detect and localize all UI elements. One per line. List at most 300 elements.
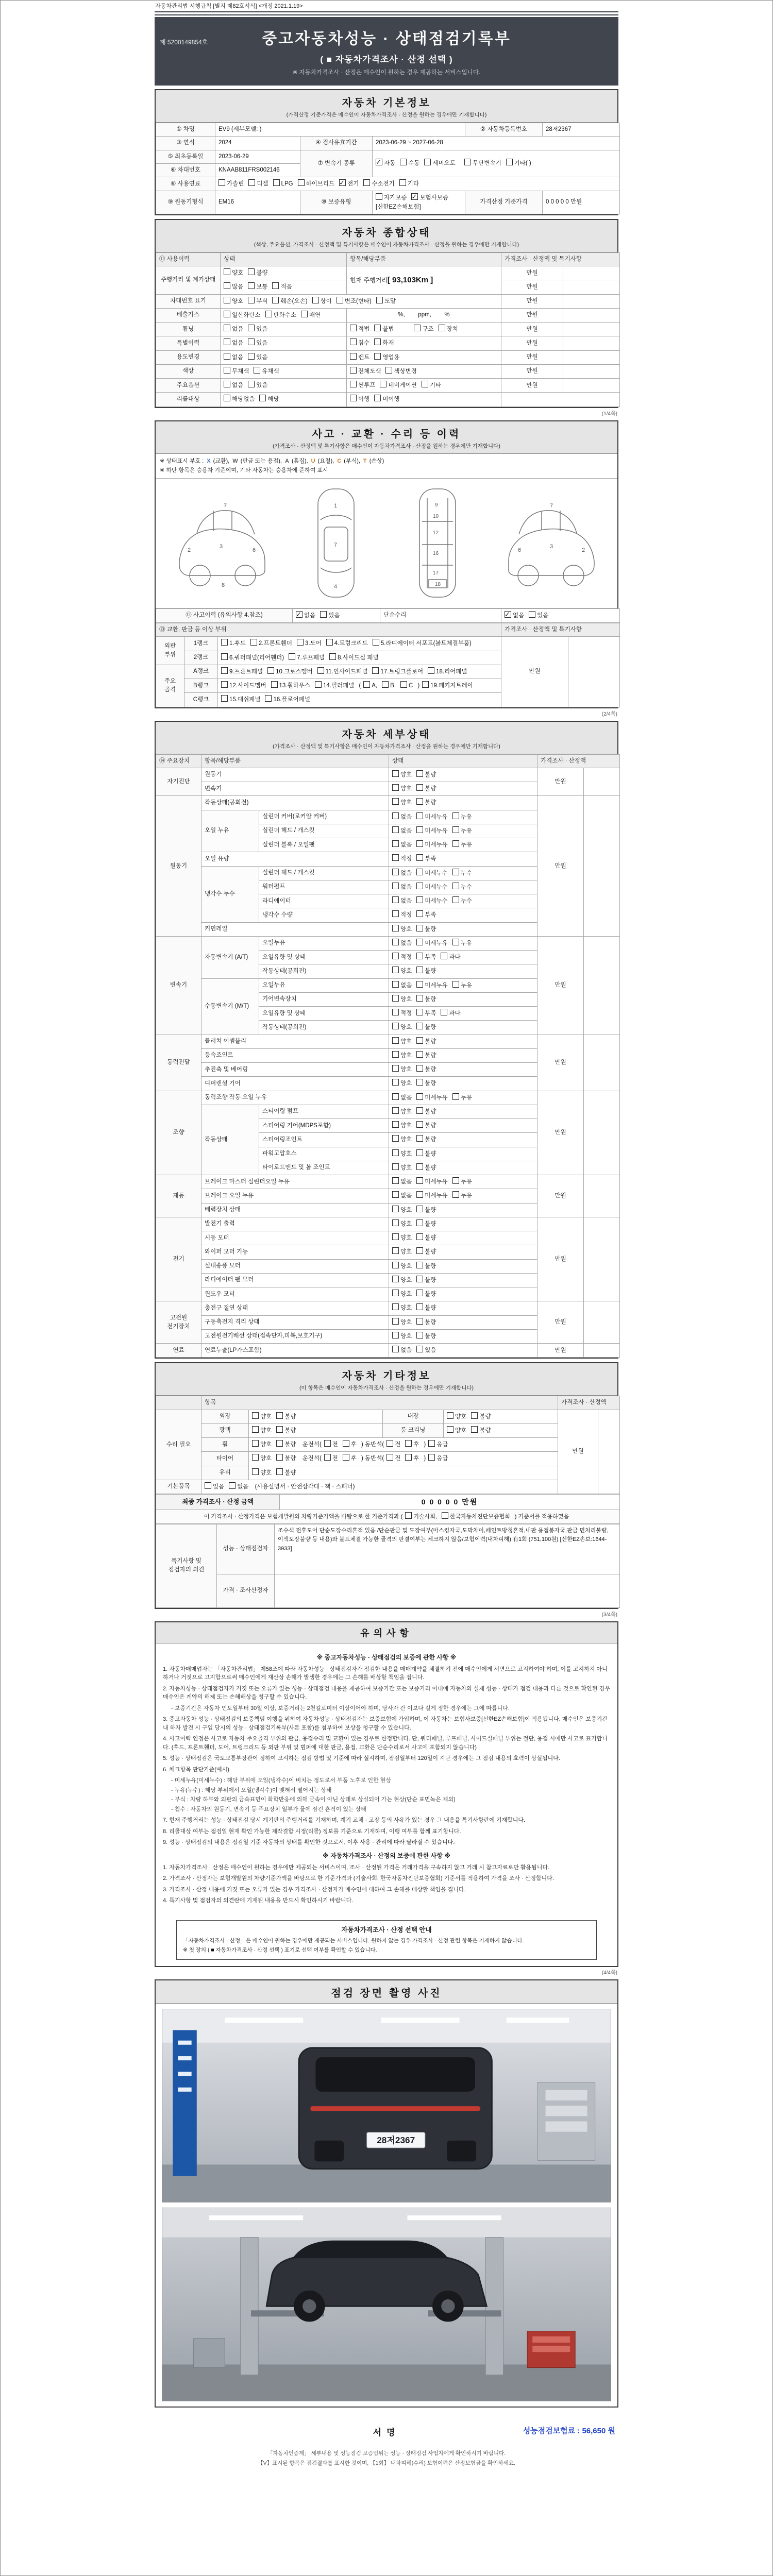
checkbox-불량[interactable]: [416, 1318, 436, 1327]
checkbox-부족[interactable]: [416, 1009, 436, 1018]
checkbox-미세누유[interactable]: [416, 840, 447, 850]
checkbox-양호[interactable]: [392, 1135, 412, 1144]
checkbox-box-icon: [392, 1346, 399, 1352]
table-row: [156, 1091, 620, 1105]
checkbox-미세누유[interactable]: [416, 939, 447, 948]
checkbox-불법[interactable]: [374, 325, 394, 334]
checkbox-영업용[interactable]: [374, 353, 399, 362]
checkbox-렌트[interactable]: [350, 353, 369, 362]
checkbox-불량[interactable]: [416, 1219, 436, 1229]
checkbox-있음[interactable]: [248, 381, 267, 390]
checkbox-label: 12.사이드멤버: [229, 683, 266, 689]
checkbox-box-icon: [350, 367, 357, 374]
checkbox-양호[interactable]: [252, 1454, 272, 1463]
section-basic-info: [155, 89, 618, 215]
checkbox-불량[interactable]: [416, 1290, 436, 1299]
checkbox-양호[interactable]: [392, 925, 412, 934]
checkbox-box-icon: [452, 883, 459, 889]
checkbox-불량[interactable]: [416, 1303, 436, 1313]
notice-body: [156, 1643, 617, 1914]
checkbox-box-icon: [392, 1332, 399, 1338]
checkbox-있음[interactable]: [248, 325, 267, 334]
checkbox-색상변경[interactable]: [385, 367, 416, 376]
checkbox-양호[interactable]: [252, 1468, 272, 1478]
checkbox-label: 무채색: [232, 368, 249, 375]
checkbox-누수[interactable]: [452, 869, 472, 878]
notice-item: 7. 현재 주행거리는 성능 · 상태점검 당시 계기판의 주행거리를 기재하며, 계기 교체 · 고장 등의 사유가 있는 경우 그 내용을 특기사항란에 기재합니다.: [163, 1817, 526, 1824]
checkbox-없음[interactable]: [392, 1346, 412, 1355]
checkbox-불량[interactable]: [471, 1426, 491, 1435]
checkbox-양호[interactable]: [392, 1079, 412, 1088]
checkbox-미세누수[interactable]: [416, 896, 447, 906]
inline-text: ): [424, 1442, 426, 1448]
checkbox-box-icon: [392, 1107, 399, 1114]
checkbox-불량[interactable]: [248, 268, 267, 278]
notice-item: 2. 가격조사 · 산정자는 보험개발원의 차량기준가액을 바탕으로 한 기준가격과 (기술사회, 한국자동차진단보증협회) 기준서를 적용하여 가격을 조사 · 산정합니다.: [163, 1875, 554, 1882]
cell: 주요 골격: [156, 665, 184, 707]
checkbox-후[interactable]: [343, 1440, 357, 1449]
checkbox-없음[interactable]: [296, 611, 315, 620]
checkbox-불량[interactable]: [416, 1276, 436, 1285]
checkbox-불량[interactable]: [276, 1468, 296, 1478]
checkbox-A,[interactable]: [363, 681, 377, 690]
checkbox-label: 없음: [400, 842, 412, 849]
checkbox-양호[interactable]: [252, 1412, 272, 1421]
page-title: 중고자동차성능 · 상태점검기록부: [262, 30, 511, 47]
checkbox-불량[interactable]: [416, 1051, 436, 1060]
checkbox-불량[interactable]: [416, 1079, 436, 1088]
checkbox-box-icon: [416, 1135, 423, 1142]
checkbox-양호[interactable]: [392, 1023, 412, 1032]
checkbox-양호[interactable]: [392, 1290, 412, 1299]
checkbox-보험사보증[interactable]: [411, 193, 448, 202]
checkbox-침수[interactable]: [350, 338, 369, 348]
checkbox-전[interactable]: [324, 1440, 338, 1449]
checkbox-6.쿼터패널(리어휀더)[interactable]: [221, 653, 284, 663]
cell: 실린더 헤드 / 개스킷: [259, 866, 389, 880]
checkbox-부식[interactable]: [248, 297, 267, 306]
checkbox-9.프론트패널[interactable]: [221, 667, 263, 676]
checkbox-8.사이드실-패널[interactable]: [329, 653, 378, 663]
checkbox-양호[interactable]: [392, 798, 412, 807]
checkbox-box-icon: [392, 1009, 399, 1015]
cell: ⑧ 사용연료: [156, 177, 215, 191]
checkbox-box-icon: [392, 854, 399, 861]
checkbox-불량[interactable]: [276, 1412, 296, 1421]
checkbox-box-icon: [471, 1426, 478, 1433]
table-row: [156, 1301, 620, 1315]
checkbox-기술사회,[interactable]: [405, 1512, 437, 1521]
checkbox-불량[interactable]: [416, 1233, 436, 1243]
checkbox-양호[interactable]: [392, 1065, 412, 1074]
checkbox-없음[interactable]: [229, 1482, 248, 1492]
checkbox-7.루프패널[interactable]: [289, 653, 325, 663]
cell: 오일 유량: [201, 852, 389, 866]
checkbox-5.라디에이터-서포트(볼트체결부품)[interactable]: [373, 639, 472, 648]
state-code-U: U: [311, 457, 315, 464]
checkbox-box-icon: [392, 1177, 399, 1184]
checkbox-누유[interactable]: [452, 812, 472, 822]
checkbox-양호[interactable]: [252, 1440, 272, 1449]
checkbox-미세누유[interactable]: [416, 1093, 447, 1103]
checkbox-box-icon: [385, 367, 392, 374]
checkbox-불량[interactable]: [471, 1412, 491, 1421]
checkbox-누유[interactable]: [452, 826, 472, 836]
checkbox-누유[interactable]: [452, 1191, 472, 1200]
detail-state-table: [156, 754, 620, 1358]
checkbox-후[interactable]: [405, 1440, 419, 1449]
checkbox-label: 양호: [455, 1413, 467, 1420]
checkbox-누유[interactable]: [452, 1093, 472, 1103]
guide-box-line1: 「자동차가격조사 · 산정」은 매수인이 원하는 경우에만 제공되는 서비스입니다. 원하지 않는 경우 가격조사 · 산정 관련 항목은 기재하지 않습니다.: [183, 1937, 524, 1944]
checkbox-미세누수[interactable]: [416, 869, 447, 878]
checkbox-누유[interactable]: [452, 1177, 472, 1187]
checkbox-수동[interactable]: [400, 159, 419, 168]
checkbox-전[interactable]: [324, 1454, 338, 1463]
checkbox-기타(-)[interactable]: [506, 159, 531, 168]
checkbox-하이브리드[interactable]: [298, 179, 335, 189]
checkbox-양호[interactable]: [392, 995, 412, 1004]
checkbox-4.트렁크리드[interactable]: [326, 639, 368, 648]
checkbox-응급[interactable]: [428, 1440, 448, 1449]
checkbox-부족[interactable]: [416, 910, 436, 920]
checkbox-불량[interactable]: [416, 995, 436, 1004]
checkbox-미세누유[interactable]: [416, 981, 447, 990]
checkbox-전[interactable]: [386, 1440, 400, 1449]
checkbox-있음[interactable]: [248, 353, 267, 362]
checkbox-18.리어패널[interactable]: [428, 667, 467, 676]
checkbox-C[interactable]: [400, 681, 413, 690]
cell: [218, 651, 501, 665]
checkbox-많음[interactable]: [224, 282, 243, 292]
cell: [389, 964, 537, 978]
checkbox-1.후드[interactable]: [221, 639, 246, 648]
checkbox-양호[interactable]: [392, 1318, 412, 1327]
checkbox-label: 부족: [425, 1010, 436, 1017]
checkbox-미세누유[interactable]: [416, 1177, 447, 1187]
checkbox-14.필러패널[interactable]: [315, 681, 354, 690]
checkbox-탄화수소[interactable]: [265, 311, 296, 320]
checkbox-네비게이션[interactable]: [380, 381, 417, 390]
checkbox-불량[interactable]: [416, 1135, 436, 1144]
checkbox-없음[interactable]: [392, 869, 412, 878]
car-diagrams: [156, 479, 617, 608]
checkbox-자가보증[interactable]: [376, 193, 407, 202]
checkbox-label: 없음: [400, 940, 412, 946]
checkbox-양호[interactable]: [392, 1303, 412, 1313]
checkbox-양호[interactable]: [224, 268, 243, 278]
checkbox-수소전기[interactable]: [363, 179, 394, 189]
checkbox-16.플로어패널[interactable]: [265, 695, 310, 704]
cell: 고전원 전기장치: [156, 1301, 201, 1344]
svg-text:6: 6: [252, 547, 256, 554]
cell: 외판 부위: [156, 637, 184, 665]
checkbox-불량[interactable]: [276, 1426, 296, 1435]
cell: [389, 894, 537, 908]
checkbox-불량[interactable]: [416, 1149, 436, 1159]
checkbox-없음[interactable]: [392, 896, 412, 906]
checkbox-불량[interactable]: [416, 1121, 436, 1130]
checkbox-LPG[interactable]: [273, 179, 293, 189]
checkbox-box-icon: [400, 159, 407, 165]
checkbox-불량[interactable]: [276, 1440, 296, 1449]
checkbox-적정[interactable]: [392, 854, 412, 863]
cell: KNAAB811FRS002146: [215, 163, 300, 177]
checkbox-적정[interactable]: [392, 953, 412, 962]
checkbox-있음[interactable]: [248, 338, 267, 348]
checkbox-있음[interactable]: [205, 1482, 224, 1492]
checkbox-양호[interactable]: [392, 967, 412, 976]
checkbox-box-icon: [386, 1440, 393, 1447]
checkbox-불량[interactable]: [416, 1107, 436, 1116]
checkbox-19.패키지트레이[interactable]: [422, 681, 473, 690]
checkbox-자동[interactable]: [376, 159, 395, 168]
checkbox-없음[interactable]: [392, 1093, 412, 1103]
checkbox-유채색[interactable]: [254, 367, 279, 376]
checkbox-누유[interactable]: [452, 981, 472, 990]
checkbox-box-icon: [392, 925, 399, 931]
checkbox-label: 전: [332, 1455, 338, 1462]
checkbox-양호[interactable]: [392, 1121, 412, 1130]
checkbox-12.사이드멤버[interactable]: [221, 681, 266, 690]
checkbox-label: 부족: [425, 954, 436, 961]
checkbox-없음[interactable]: [392, 1191, 412, 1200]
checkbox-썬루프[interactable]: [350, 381, 375, 390]
checkbox-label: 누유: [460, 1094, 472, 1101]
checkbox-13.휠하우스[interactable]: [271, 681, 310, 690]
checkbox-불량[interactable]: [416, 1206, 436, 1215]
checkbox-미세누유[interactable]: [416, 826, 447, 836]
checkbox-box-icon: [416, 798, 423, 805]
checkbox-label: 미세누유: [425, 1094, 448, 1101]
cell: [347, 379, 501, 393]
checkbox-label: 양호: [400, 1235, 412, 1242]
checkbox-17.트렁크플로어[interactable]: [372, 667, 423, 676]
checkbox-없음[interactable]: [392, 826, 412, 836]
checkbox-label: 누유: [460, 940, 472, 946]
checkbox-과다[interactable]: [441, 953, 460, 962]
cell: 수동변속기 (M/T): [201, 978, 259, 1035]
inline-text: [ 93,103Km ]: [387, 275, 433, 284]
checkbox-한국자동차진단보증협회[interactable]: [442, 1512, 510, 1521]
checkbox-응급[interactable]: [428, 1454, 448, 1463]
checkbox-누유[interactable]: [452, 840, 472, 850]
cell: [221, 350, 347, 364]
checkbox-label: 누수: [460, 884, 472, 890]
checkbox-양호[interactable]: [447, 1412, 466, 1421]
checkbox-미세누유[interactable]: [416, 1191, 447, 1200]
checkbox-구조[interactable]: [414, 325, 433, 334]
checkbox-양호[interactable]: [224, 297, 243, 306]
checkbox-도말[interactable]: [376, 297, 396, 306]
checkbox-box-icon: [452, 896, 459, 903]
checkbox-디젤[interactable]: [248, 179, 268, 189]
table-row: [156, 252, 620, 266]
checkbox-box-icon: [416, 1290, 423, 1296]
checkbox-불량[interactable]: [416, 1247, 436, 1257]
checkbox-2.프론트휀더[interactable]: [250, 639, 292, 648]
checkbox-양호[interactable]: [392, 1262, 412, 1271]
checkbox-불량[interactable]: [416, 1023, 436, 1032]
price-survey-option[interactable]: ( ■ 자동차가격조사 · 산정 선택 ): [320, 55, 453, 64]
checkbox-box-icon: [324, 1440, 331, 1447]
checkbox-누유[interactable]: [452, 939, 472, 948]
cell: 최종 가격조사 · 산정 금액: [156, 1495, 280, 1510]
checkbox-label: 양호: [400, 1123, 412, 1129]
checkbox-양호[interactable]: [392, 1051, 412, 1060]
checkbox-양호[interactable]: [392, 784, 412, 793]
checkbox-양호[interactable]: [447, 1426, 466, 1435]
checkbox-무단변속기[interactable]: [464, 159, 501, 168]
cell: [389, 1315, 537, 1329]
checkbox-없음[interactable]: [392, 812, 412, 822]
checkbox-적정[interactable]: [392, 1009, 412, 1018]
checkbox-불량[interactable]: [276, 1454, 296, 1463]
cell: [563, 323, 620, 336]
checkbox-전체도색[interactable]: [350, 367, 381, 376]
checkbox-없음[interactable]: [392, 1177, 412, 1187]
checkbox-세미오토[interactable]: [424, 159, 455, 168]
checkbox-11.인사이드패널[interactable]: [317, 667, 368, 676]
checkbox-없음[interactable]: [224, 325, 243, 334]
checkbox-box-icon: [416, 770, 423, 777]
checkbox-label: 양호: [400, 968, 412, 975]
checkbox-box-icon: [221, 653, 228, 660]
checkbox-미세누수[interactable]: [416, 883, 447, 892]
signature-label[interactable]: 서명: [373, 2428, 400, 2438]
checkbox-없음[interactable]: [224, 353, 243, 362]
cell: [221, 266, 347, 280]
checkbox-없음[interactable]: [392, 883, 412, 892]
checkbox-화재[interactable]: [374, 338, 394, 348]
cell: 원동기: [156, 796, 201, 937]
checkbox-불량[interactable]: [416, 1163, 436, 1173]
checkbox-양호[interactable]: [392, 1247, 412, 1257]
checkbox-없음[interactable]: [224, 381, 243, 390]
checkbox-label: 불량: [425, 1235, 436, 1242]
checkbox-훼손(오손)[interactable]: [272, 297, 307, 306]
checkbox-해당없음[interactable]: [224, 395, 255, 404]
checkbox-15.대쉬패널[interactable]: [221, 695, 260, 704]
checkbox-불량[interactable]: [416, 925, 436, 934]
checkbox-양호[interactable]: [392, 1206, 412, 1215]
cell: [389, 1287, 537, 1301]
checkbox-box-icon: [442, 1512, 448, 1519]
checkbox-양호[interactable]: [392, 1219, 412, 1229]
checkbox-box-icon: [248, 338, 255, 345]
checkbox-양호[interactable]: [392, 1276, 412, 1285]
checkbox-변조(변타)[interactable]: [337, 297, 372, 306]
checkbox-label: 기타: [407, 181, 419, 187]
notice-item: 3. 가격조사 · 산정 내용에 거짓 또는 오류가 있는 경우 가격조사 · 산정자가 매수인에 대하여 그 손해를 배상할 책임을 집니다.: [163, 1886, 466, 1893]
cell: 배출가스: [156, 308, 221, 322]
checkbox-미세누유[interactable]: [416, 812, 447, 822]
checkbox-있음[interactable]: [416, 1346, 436, 1355]
checkbox-무채색[interactable]: [224, 367, 249, 376]
checkbox-불량[interactable]: [416, 1037, 436, 1046]
checkbox-양호[interactable]: [392, 1233, 412, 1243]
checkbox-양호[interactable]: [392, 1037, 412, 1046]
checkbox-10.크로스멤버[interactable]: [267, 667, 313, 676]
checkbox-있음[interactable]: [529, 611, 548, 620]
checkbox-일산화탄소[interactable]: [224, 311, 261, 320]
checkbox-해당[interactable]: [259, 395, 279, 404]
checkbox-양호[interactable]: [392, 770, 412, 779]
checkbox-보통[interactable]: [248, 282, 267, 292]
checkbox-불량[interactable]: [416, 1262, 436, 1271]
checkbox-없음[interactable]: [392, 939, 412, 948]
checkbox-미이행[interactable]: [374, 395, 399, 404]
checkbox-불량[interactable]: [416, 770, 436, 779]
checkbox-상이[interactable]: [312, 297, 332, 306]
checkbox-box-icon: [373, 639, 379, 646]
checkbox-불량[interactable]: [416, 798, 436, 807]
checkbox-box-icon: [224, 353, 230, 360]
checkbox-label: 양호: [400, 1024, 412, 1031]
checkbox-양호[interactable]: [252, 1426, 272, 1435]
checkbox-없음[interactable]: [392, 840, 412, 850]
checkbox-box-icon: [337, 297, 343, 303]
checkbox-적정[interactable]: [392, 910, 412, 920]
checkbox-양호[interactable]: [392, 1163, 412, 1173]
checkbox-기타[interactable]: [422, 381, 441, 390]
checkbox-label: 한국자동차진단보증협회: [449, 1514, 510, 1520]
checkbox-없음[interactable]: [505, 611, 524, 620]
checkbox-없음[interactable]: [224, 338, 243, 348]
insurance-fee: 성능점검보험료 : 56,650 원: [523, 2427, 615, 2436]
checkbox-양호[interactable]: [392, 1149, 412, 1159]
checkbox-label: 양호: [400, 1319, 412, 1326]
checkbox-과다[interactable]: [441, 1009, 460, 1018]
checkbox-매연[interactable]: [301, 311, 321, 320]
inspector-opinion-table: [156, 1524, 620, 1608]
checkbox-box-icon: [224, 311, 230, 317]
checkbox-불량[interactable]: [416, 1065, 436, 1074]
overall-state-table: [156, 252, 620, 407]
checkbox-후[interactable]: [343, 1454, 357, 1463]
checkbox-양호[interactable]: [392, 1332, 412, 1341]
checkbox-없음[interactable]: [392, 981, 412, 990]
checkbox-있음[interactable]: [320, 611, 340, 620]
checkbox-장치[interactable]: [439, 325, 458, 334]
cell: [389, 810, 537, 824]
checkbox-누수[interactable]: [452, 896, 472, 906]
checkbox-후[interactable]: [405, 1454, 419, 1463]
checkbox-부족[interactable]: [416, 854, 436, 863]
checkbox-전[interactable]: [386, 1454, 400, 1463]
checkbox-가솔린[interactable]: [219, 179, 244, 189]
checkbox-label: 없음: [400, 1179, 412, 1185]
checkbox-label: 양호: [400, 771, 412, 778]
checkbox-기타[interactable]: [399, 179, 419, 189]
checkbox-누수[interactable]: [452, 883, 472, 892]
checkbox-전기[interactable]: [339, 179, 359, 189]
checkbox-box-icon: [350, 325, 357, 331]
checkbox-불량[interactable]: [416, 784, 436, 793]
state-code-desc: (흠집),: [290, 457, 308, 464]
checkbox-적법[interactable]: [350, 325, 369, 334]
checkbox-양호[interactable]: [392, 1107, 412, 1116]
checkbox-적음[interactable]: [272, 282, 292, 292]
photo-lift-view-image: [162, 2208, 611, 2401]
checkbox-부족[interactable]: [416, 953, 436, 962]
checkbox-불량[interactable]: [416, 967, 436, 976]
checkbox-label: 양호: [400, 996, 412, 1003]
checkbox-불량[interactable]: [416, 1332, 436, 1341]
checkbox-이행[interactable]: [350, 395, 369, 404]
checkbox-3.도어[interactable]: [297, 639, 322, 648]
checkbox-B,[interactable]: [382, 681, 396, 690]
